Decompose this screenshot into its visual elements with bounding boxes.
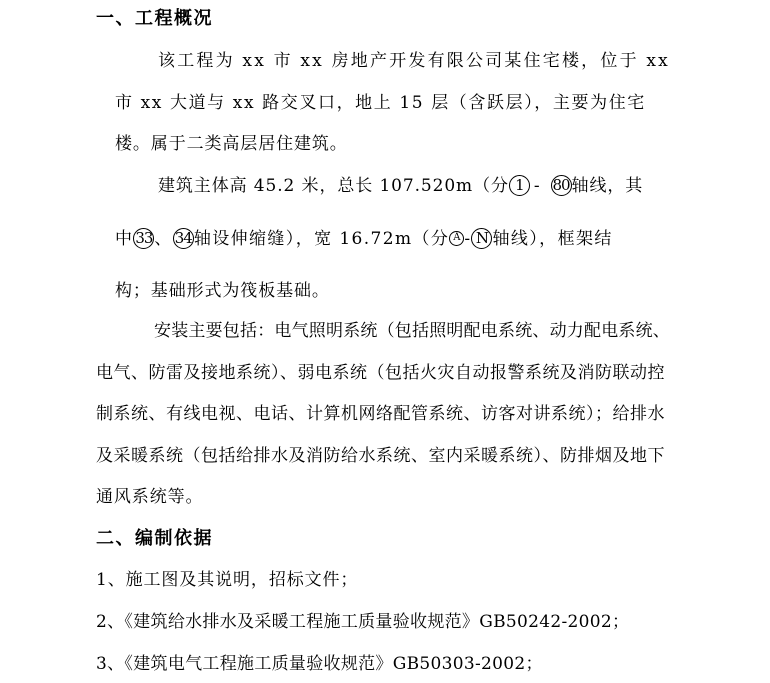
section-2-heading: 二、编制依据: [96, 528, 213, 549]
joint-text-2: 轴设伸缩缝），宽 16.72m（分: [193, 229, 450, 249]
overview-para2-line1: [158, 175, 643, 197]
width-axis-dash: -: [464, 229, 472, 249]
joint-text-3: 轴线），框架结: [492, 229, 613, 249]
installation-para-line3: 制系统、有线电视、电话、计算机网络配管系统、访客对讲系统）；给排水: [96, 404, 665, 424]
axis-range-dash: -: [533, 176, 541, 196]
axis-start-marker: 1: [509, 175, 530, 196]
joint-text-1: 中: [115, 229, 134, 249]
overview-para1-line3: 楼。属于二类高层居住建筑。: [115, 134, 348, 154]
overview-para1-line1: 该工程为 xx 市 xx 房地产开发有限公司某住宅楼，位于 xx: [158, 51, 670, 71]
installation-para-line4: 及采暖系统（包括给排水及消防给水系统、室内采暖系统）、防排烟及地下: [96, 446, 665, 466]
installation-para-line2: 电气、防雷及接地系统）、弱电系统（包括火灾自动报警系统及消防联动控: [96, 363, 665, 383]
installation-para-line5: 通风系统等。: [96, 487, 204, 507]
dimension-text-1: 建筑主体高 45.2 米，总长 107.520m（分: [158, 176, 509, 196]
overview-para2-line3: 构；基础形式为筏板基础。: [115, 281, 330, 301]
width-axis-end-marker: N: [471, 228, 492, 249]
installation-para-line1: 安装主要包括：电气照明系统（包括照明配电系统、动力配电系统、: [154, 321, 670, 341]
basis-item-2: 2、《建筑给水排水及采暖工程施工质量验收规范》GB50242-2002；: [96, 612, 630, 632]
overview-para1-line2: 市 xx 大道与 xx 路交叉口，地上 15 层（含跃层），主要为住宅: [115, 93, 646, 113]
overview-para2-line2: [115, 228, 613, 250]
joint-axis-marker-1: 33: [135, 229, 153, 247]
width-axis-start-marker: A: [449, 231, 464, 246]
basis-item-1: 1、施工图及其说明，招标文件；: [96, 570, 359, 590]
basis-item-3: 3、《建筑电气工程施工质量验收规范》GB50303-2002；: [96, 654, 543, 674]
joint-axis-marker-2: 34: [174, 229, 192, 247]
joint-text-sep: 、: [154, 229, 173, 249]
dimension-text-2: 轴线，其: [571, 176, 644, 196]
section-1-heading: 一、工程概况: [96, 8, 213, 29]
axis-end-marker: 80: [552, 176, 570, 194]
